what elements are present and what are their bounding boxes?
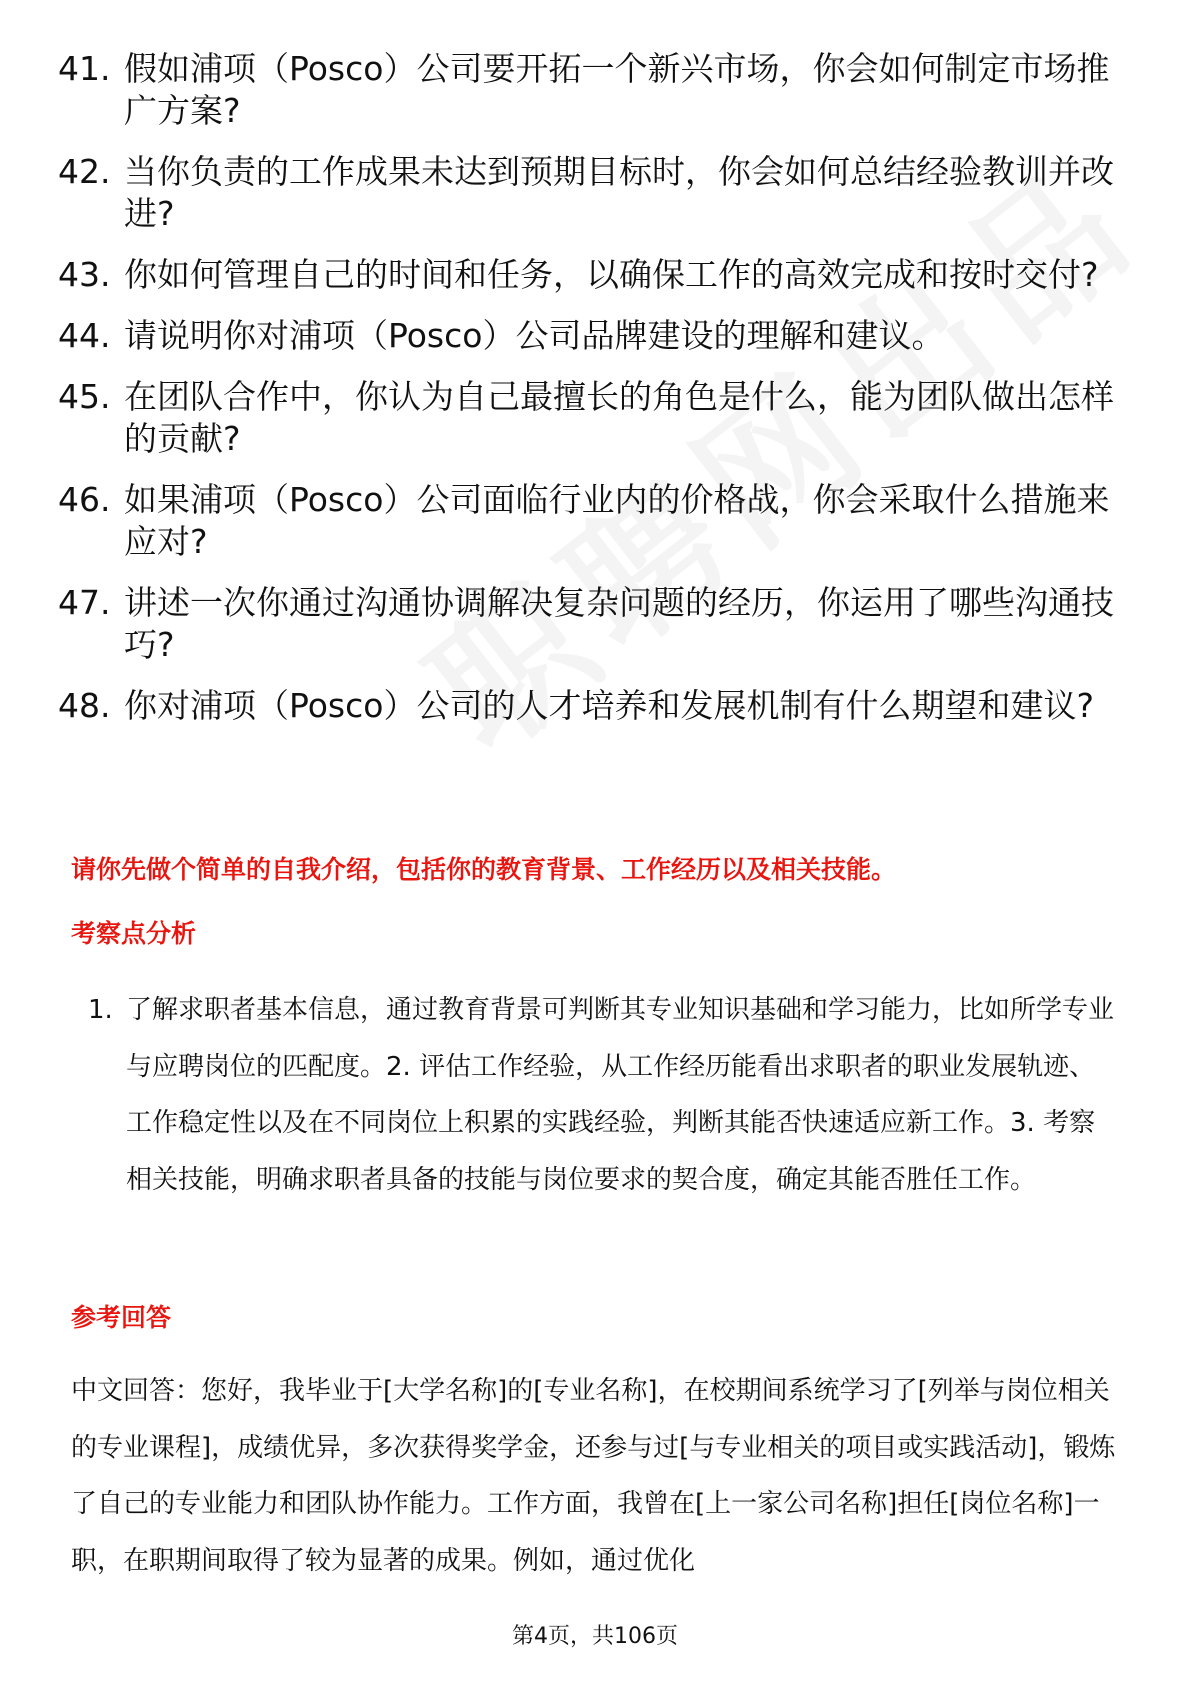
question-item: [58, 48, 1118, 132]
question-text: 假如浦项（Posco）公司要开拓一个新兴市场，你会如何制定市场推广方案?: [124, 49, 1110, 130]
question-item: [58, 685, 1118, 727]
question-number: 42.: [58, 152, 111, 191]
question-number: 46.: [58, 480, 111, 519]
analysis-text: 了解求职者基本信息，通过教育背景可判断其专业知识基础和学习能力，比如所学专业与应聘岗位的匹配度。2. 评估工作经验，从工作经历能看出求职者的职业发展轨迹、工作稳定性以及在不同岗位上积累的实践经验，判断其能否快速适应新工作。3. 考察相关技能，明确求职者具备的技能与岗位要求的契合度，确定其能否胜任工作。: [126, 995, 1115, 1195]
question-text: 如果浦项（Posco）公司面临行业内的价格战，你会采取什么措施来应对?: [124, 480, 1110, 561]
question-text: 讲述一次你通过沟通协调解决复杂问题的经历，你运用了哪些沟通技巧?: [124, 583, 1114, 664]
question-list: [58, 48, 1118, 746]
question-number: 41.: [58, 49, 111, 88]
question-item: [58, 479, 1118, 563]
page-footer: 第4页，共106页: [512, 1624, 678, 1649]
reference-answer-heading: 参考回答: [71, 1303, 172, 1332]
analysis-number: 1.: [88, 995, 113, 1025]
question-item: [58, 582, 1118, 666]
question-item: [58, 151, 1118, 235]
question-text: 当你负责的工作成果未达到预期目标时，你会如何总结经验教训并改进?: [124, 152, 1114, 233]
question-text: 你如何管理自己的时间和任务，以确保工作的高效完成和按时交付?: [124, 255, 1099, 294]
question-item: [58, 376, 1118, 460]
question-number: 44.: [58, 316, 111, 355]
question-item: [58, 315, 1118, 357]
question-text: 在团队合作中，你认为自己最擅长的角色是什么，能为团队做出怎样的贡献?: [124, 377, 1114, 458]
question-number: 45.: [58, 377, 111, 416]
question-number: 43.: [58, 255, 111, 294]
analysis-list: [88, 982, 1118, 1208]
featured-question-heading: 请你先做个简单的自我介绍，包括你的教育背景、工作经历以及相关技能。: [71, 855, 897, 884]
question-number: 47.: [58, 583, 111, 622]
question-text: 请说明你对浦项（Posco）公司品牌建设的理解和建议。: [124, 316, 945, 355]
question-item: [58, 254, 1118, 296]
question-number: 48.: [58, 686, 111, 725]
reference-answer-text: 中文回答：您好，我毕业于[大学名称]的[专业名称]，在校期间系统学习了[列举与岗位相关的专业课程]，成绩优异，多次获得奖学金，还参与过[与专业相关的项目或实践活动]，锻炼了自己的专业能力和团队协作能力。工作方面，我曾在[上一家公司名称]担任[岗位名称]一职，在职期间取得了较为显著的成果。例如，通过优化: [71, 1376, 1116, 1576]
analysis-heading: 考察点分析: [71, 919, 197, 948]
question-text: 你对浦项（Posco）公司的人才培养和发展机制有什么期望和建议?: [124, 686, 1094, 725]
